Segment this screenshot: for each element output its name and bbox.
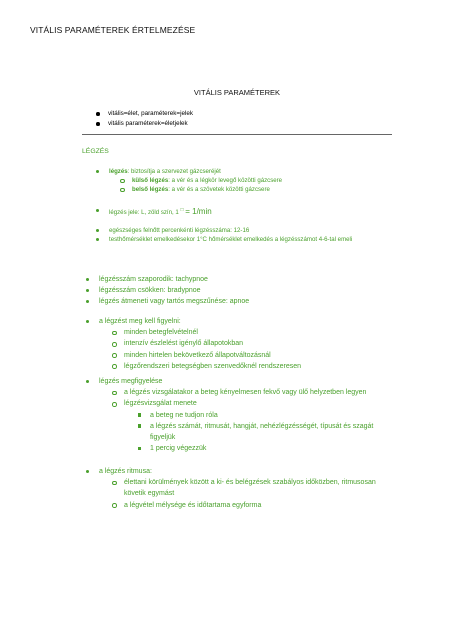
terms-block [86, 274, 406, 308]
watch-item: intenzív észlelést igénylő állapotokban [112, 338, 406, 349]
watch-list [86, 327, 406, 372]
sign-item [96, 206, 396, 217]
observe-block [86, 376, 398, 454]
definition-subitem [120, 185, 396, 194]
box-symbol: □ [180, 207, 184, 213]
rhythm-title: a légzés ritmusa: [86, 466, 398, 477]
definition-term: légzés [109, 168, 128, 175]
sign-suffix: = 1/min [185, 207, 212, 217]
watch-item: légzőrendszeri betegségben szenvedőknél rendszeresen [112, 361, 406, 372]
intro-item: vitális=élet, paraméterek=jelek [96, 109, 193, 119]
sign-block [96, 206, 396, 217]
watch-item: minden betegfelvételnél [112, 327, 406, 338]
intro-item: vitális paraméterek=életjelek [96, 119, 193, 129]
rhythm-block [86, 466, 398, 511]
definition-block [96, 167, 396, 194]
observe-step: a légzés számát, ritmusát, hangját, nehézlégzésségét, típusát és szagát figyeljük [138, 421, 398, 443]
fact-item: egészséges felnőtt percenkénti légzésszáma: 12-16 [96, 226, 396, 235]
observe-list [86, 387, 398, 454]
fact-item: testhőmérséklet emelkedésekor 1°C hőmérséklet emelkedés a légzésszámot 4-6-tal emeli [96, 235, 396, 244]
divider [82, 134, 392, 135]
rhythm-item: a légvétel mélysége és időtartama egyforma [112, 500, 398, 511]
subitem-text: : a vér és a légkör levegő közötti gázcsere [168, 177, 283, 184]
definition-text: : biztosítja a szervezet gázcseréjét [127, 168, 221, 175]
observe-steps [112, 410, 398, 455]
subitem-term: belső légzés [132, 186, 169, 193]
watch-block [86, 316, 406, 372]
definition-item [96, 167, 396, 176]
observe-item: a légzés vizsgálatakor a beteg kényelmesen fekvő vagy ülő helyzetben legyen [112, 387, 398, 398]
subitem-text: : a vér és a szövetek közötti gázcsere [168, 186, 270, 193]
facts-block [96, 226, 396, 244]
observe-item: légzésvizsgálat menete [112, 398, 398, 409]
page-header: VITÁLIS PARAMÉTEREK ÉRTELMEZÉSE [30, 25, 196, 35]
document-title: VITÁLIS PARAMÉTEREK [193, 88, 281, 97]
observe-step: a beteg ne tudjon róla [138, 410, 398, 421]
sign-text: légzés jele: L, zöld szín, 1 [109, 209, 179, 217]
definition-subitem [120, 176, 396, 185]
term-item: légzésszám csökken: bradypnoe [86, 285, 406, 296]
watch-item: minden hirtelen bekövetkező állapotváltozásnál [112, 350, 406, 361]
intro-list [96, 109, 193, 129]
rhythm-item: élettani körülmények között a ki- és belégzések szabályos időközben, ritmusosan követik egymást [112, 477, 398, 499]
subitem-term: külső légzés [132, 177, 169, 184]
term-item: légzésszám szaporodik: tachypnoe [86, 274, 406, 285]
observe-step: 1 percig végezzük [138, 443, 398, 454]
definition-sublist [96, 176, 396, 194]
observe-title: légzés megfigyelése [86, 376, 398, 387]
term-item: légzés átmeneti vagy tartós megszűnése: apnoe [86, 296, 406, 307]
section-title: LÉGZÉS [82, 148, 109, 155]
watch-title: a légzést meg kell figyelni: [86, 316, 406, 327]
rhythm-list [86, 477, 398, 511]
